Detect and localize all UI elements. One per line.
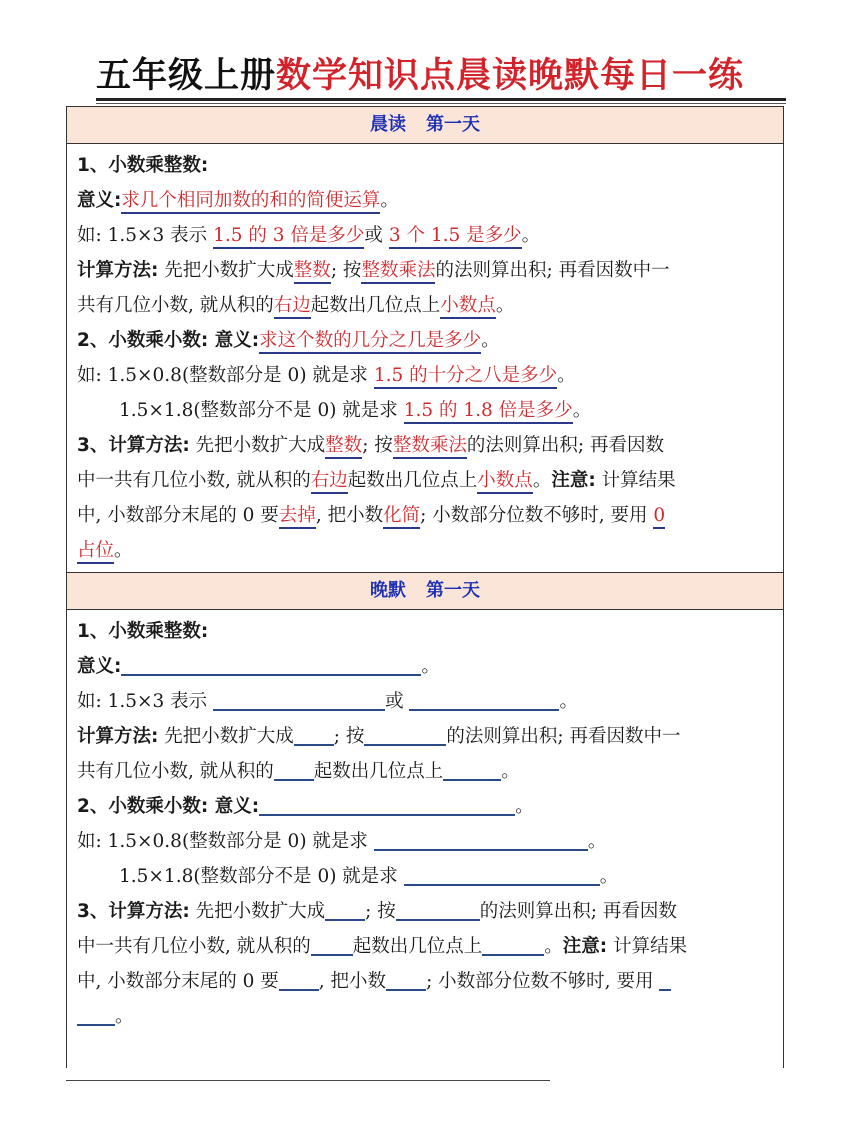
morning-s3-line2: 中一共有几位小数, 就从积的右边起数出几位点上小数点。注意: 计算结果: [77, 463, 775, 498]
answer: 化简: [383, 505, 420, 529]
morning-ex1: 如: 1.5×3 表示 1.5 的 3 倍是多少或 3 个 1.5 是多少。: [77, 218, 775, 253]
evening-calc-line2: 共有几位小数, 就从积的 起数出几位点上 。: [77, 754, 775, 789]
answer: 整数乘法: [393, 435, 467, 459]
evening-s1-meaning: 意义: 。: [77, 649, 775, 684]
morning-ex2: 如: 1.5×0.8(整数部分是 0) 就是求 1.5 的十分之八是多少。: [77, 358, 775, 393]
evening-s3-line3: 中, 小数部分末尾的 0 要 , 把小数 ; 小数部分位数不够时, 要用: [77, 964, 775, 999]
title-grade: 五年级上册: [96, 56, 277, 96]
fill-blank[interactable]: [274, 757, 314, 781]
answer: 整数乘法: [361, 260, 435, 284]
answer: 整数: [294, 260, 331, 284]
fill-blank[interactable]: [374, 827, 588, 851]
evening-ex1: 如: 1.5×3 表示 或 。: [77, 684, 775, 719]
fill-blank[interactable]: [213, 687, 385, 711]
morning-calc-line1: 计算方法: 先把小数扩大成整数; 按整数乘法的法则算出积; 再看因数中一: [77, 253, 775, 288]
morning-body: [67, 144, 783, 568]
fill-blank[interactable]: [259, 792, 515, 816]
evening-calc-line1: 计算方法: 先把小数扩大成 ; 按 的法则算出积; 再看因数中一: [77, 719, 775, 754]
fill-blank[interactable]: [386, 967, 426, 991]
evening-dictation-section: [66, 572, 784, 1068]
title-underline: [96, 98, 786, 104]
fill-blank[interactable]: [294, 722, 334, 746]
morning-header-label: 晨读: [370, 114, 406, 135]
morning-calc-line2: 共有几位小数, 就从积的右边起数出几位点上小数点。: [77, 288, 775, 323]
morning-reading-section: [66, 106, 784, 572]
morning-s3-line1: 3、计算方法: 先把小数扩大成整数; 按整数乘法的法则算出积; 再看因数: [77, 428, 775, 463]
answer: 去掉: [279, 505, 316, 529]
page-title: [96, 52, 786, 102]
morning-s3-line4: 占位。: [77, 533, 775, 568]
morning-s3-line3: 中, 小数部分末尾的 0 要去掉, 把小数化简; 小数部分位数不够时, 要用 0: [77, 498, 775, 533]
fill-blank[interactable]: [279, 967, 319, 991]
answer: 占位: [77, 540, 114, 564]
evening-body: [67, 610, 783, 1034]
fill-blank[interactable]: [121, 652, 421, 676]
fill-blank[interactable]: [364, 722, 446, 746]
answer: 右边: [311, 470, 348, 494]
fill-blank[interactable]: [311, 932, 353, 956]
morning-s1-title: 1、小数乘整数:: [77, 155, 209, 176]
answer: 求几个相同加数的和的简便运算: [121, 190, 380, 214]
answer: 求这个数的几分之几是多少: [259, 330, 481, 354]
answer: 小数点: [440, 295, 496, 319]
fill-blank[interactable]: [409, 687, 559, 711]
answer: 整数: [325, 435, 362, 459]
answer: 1.5 的 1.8 倍是多少: [404, 400, 573, 424]
fill-blank[interactable]: [325, 897, 365, 921]
fill-blank[interactable]: [77, 1002, 115, 1026]
answer: 1.5 的 3 倍是多少: [213, 225, 364, 249]
bottom-border: [66, 1080, 550, 1081]
evening-s1-title: 1、小数乘整数:: [77, 621, 209, 642]
morning-ex3: 1.5×1.8(整数部分不是 0) 就是求 1.5 的 1.8 倍是多少。: [77, 393, 775, 428]
fill-blank[interactable]: [482, 932, 544, 956]
answer: 1.5 的十分之八是多少: [374, 365, 557, 389]
evening-header-label: 晚默: [370, 580, 406, 601]
answer: 右边: [274, 295, 311, 319]
morning-header: [67, 106, 783, 144]
fill-blank[interactable]: [396, 897, 480, 921]
evening-header: [67, 572, 783, 610]
fill-blank[interactable]: [443, 757, 501, 781]
evening-ex3: 1.5×1.8(整数部分不是 0) 就是求 。: [77, 859, 775, 894]
morning-s2-title: 2、小数乘小数: 意义:求这个数的几分之几是多少。: [77, 323, 775, 358]
fill-blank[interactable]: [404, 862, 600, 886]
fill-blank[interactable]: [659, 967, 671, 991]
evening-s3-line1: 3、计算方法: 先把小数扩大成 ; 按 的法则算出积; 再看因数: [77, 894, 775, 929]
evening-s3-line4: 。: [77, 999, 775, 1034]
title-subject: 数学知识点晨读晚默每日一练: [276, 56, 745, 96]
evening-s3-line2: 中一共有几位小数, 就从积的 起数出几位点上 。注意: 计算结果: [77, 929, 775, 964]
answer: 0: [653, 505, 665, 529]
evening-ex2: 如: 1.5×0.8(整数部分是 0) 就是求 。: [77, 824, 775, 859]
answer: 3 个 1.5 是多少: [389, 225, 522, 249]
morning-header-day: 第一天: [426, 114, 480, 135]
evening-header-day: 第一天: [426, 580, 480, 601]
answer: 小数点: [477, 470, 533, 494]
evening-s2-title: 2、小数乘小数: 意义: 。: [77, 789, 775, 824]
morning-s1-meaning: 意义:求几个相同加数的和的简便运算。: [77, 183, 775, 218]
